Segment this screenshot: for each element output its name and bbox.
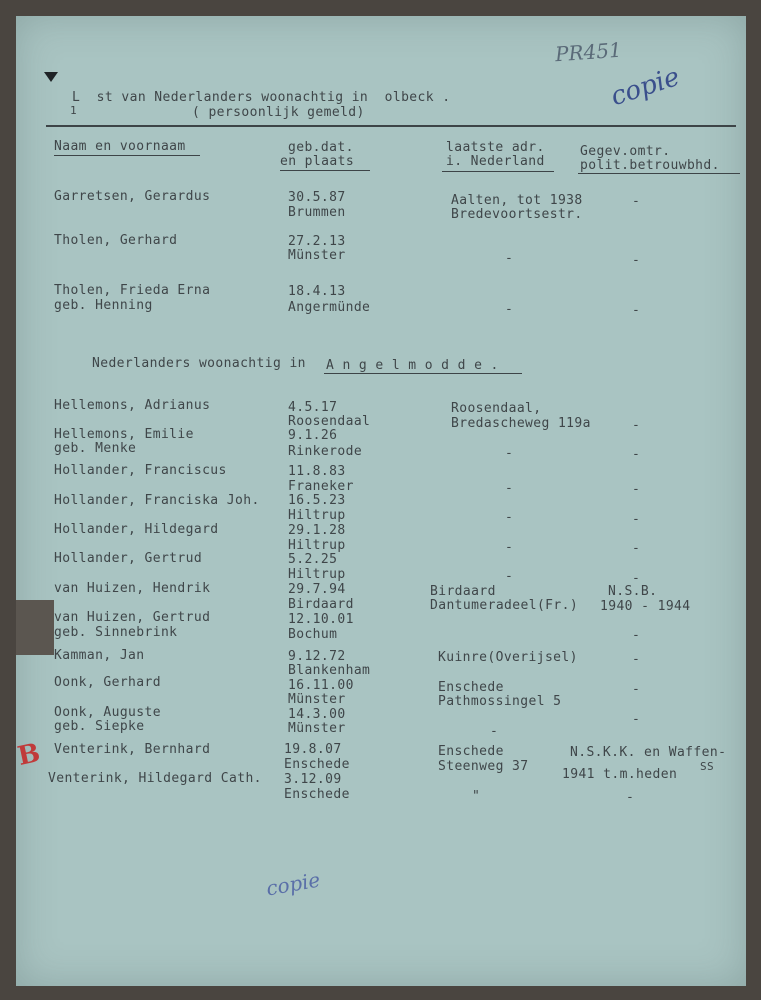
row-name: Hellemons, Emilie	[54, 427, 194, 442]
row-date: 3.12.09	[284, 772, 342, 787]
row-place: Rinkerode	[288, 444, 363, 459]
row-date: 19.8.07	[284, 742, 342, 757]
row-political-2: 1940 - 1944	[600, 599, 691, 614]
row-political-1: N.S.B.	[608, 584, 658, 599]
col-addr-header-2: i. Nederland	[446, 154, 545, 169]
row-address-1: Kuinre(Overijsel)	[438, 650, 578, 665]
row-address-2: Bredascheweg 119a	[451, 416, 591, 431]
row-address-1: -	[505, 540, 514, 555]
row-name: van Huizen, Hendrik	[54, 581, 211, 596]
row-political: -	[632, 418, 641, 433]
row-political: -	[632, 541, 641, 556]
col-addr-underline	[442, 171, 554, 172]
col-birth-header-1: geb.dat.	[288, 140, 354, 155]
row-name: Oonk, Gerhard	[54, 675, 161, 690]
row-political-3: SS	[700, 760, 715, 773]
row-address-1: Aalten, tot 1938	[451, 193, 583, 208]
row-date: 5.2.25	[288, 552, 338, 567]
row-address-1: Birdaard	[430, 584, 496, 599]
row-name: van Huizen, Gertrud	[54, 610, 211, 625]
row-date: 16.5.23	[288, 493, 346, 508]
col-birth-header-2: en plaats	[280, 154, 355, 169]
page-number: 1	[70, 104, 78, 117]
row-name: Venterink, Bernhard	[54, 742, 211, 757]
row-political: -	[626, 790, 635, 805]
col-pol-header-2: polit.betrouwbhd.	[580, 158, 720, 173]
row-political-2: 1941 t.m.heden	[562, 767, 678, 782]
row-place: Roosendaal	[288, 414, 371, 429]
row-place: Brummen	[288, 205, 346, 220]
row-address-1: -	[505, 302, 514, 317]
row-name: Hollander, Franciscus	[54, 463, 227, 478]
document-subtitle: ( persoonlijk gemeld)	[192, 105, 365, 120]
row-political: -	[632, 482, 641, 497]
torn-edge	[16, 600, 54, 655]
row-date: 18.4.13	[288, 284, 346, 299]
copy-mark-bottom: copie	[264, 867, 322, 901]
row-date: 29.1.28	[288, 523, 346, 538]
row-name: Garretsen, Gerardus	[54, 189, 211, 204]
row-name-2: geb. Siepke	[54, 719, 145, 734]
row-address-2: Pathmossingel 5	[438, 694, 562, 709]
row-place: Blankenham	[288, 663, 371, 678]
row-date: 14.3.00	[288, 707, 346, 722]
row-address-1: Enschede	[438, 744, 504, 759]
row-name-2: geb. Sinnebrink	[54, 625, 178, 640]
row-address-1: -	[490, 724, 499, 739]
row-place: Angermünde	[288, 300, 371, 315]
col-name-header: Naam en voornaam	[54, 139, 186, 154]
row-date: 4.5.17	[288, 400, 338, 415]
row-date: 30.5.87	[288, 190, 346, 205]
header-rule	[46, 125, 736, 127]
row-date: 16.11.00	[288, 678, 354, 693]
row-address-1: -	[505, 481, 514, 496]
col-name-underline	[54, 155, 200, 156]
row-political: -	[632, 712, 641, 727]
row-name: Hollander, Franciska Joh.	[54, 493, 260, 508]
red-pencil-mark: B	[15, 738, 43, 772]
col-pol-header-1: Gegev.omtr.	[580, 144, 671, 159]
row-date: 9.1.26	[288, 428, 338, 443]
row-date: 27.2.13	[288, 234, 346, 249]
row-name: Tholen, Frieda Erna	[54, 283, 211, 298]
row-name-2: geb. Henning	[54, 298, 153, 313]
pin-mark	[44, 72, 58, 82]
row-place: Hiltrup	[288, 508, 346, 523]
row-name: Venterink, Hildegard Cath.	[48, 771, 262, 786]
row-place: Birdaard	[288, 597, 354, 612]
document-title: L st van Nederlanders woonachtig in olbeck .	[72, 90, 451, 105]
row-political: -	[632, 194, 641, 209]
row-place: Franeker	[288, 479, 354, 494]
row-date: 11.8.83	[288, 464, 346, 479]
row-address-1: Roosendaal,	[451, 401, 542, 416]
row-address-1: -	[505, 446, 514, 461]
row-political-1: N.S.K.K. en Waffen-	[570, 745, 727, 760]
row-place: Hiltrup	[288, 567, 346, 582]
section2-heading-place: A n g e l m o d d e .	[326, 358, 499, 373]
row-place: Enschede	[284, 787, 350, 802]
row-political: -	[632, 447, 641, 462]
col-birth-underline	[280, 170, 370, 171]
row-place: Münster	[288, 721, 346, 736]
row-political: -	[632, 303, 641, 318]
row-place: Münster	[288, 248, 346, 263]
row-political: -	[632, 571, 641, 586]
section2-heading-underline	[324, 373, 522, 374]
row-address-2: Dantumeradeel(Fr.)	[430, 598, 579, 613]
row-address-1: -	[505, 251, 514, 266]
row-political: -	[632, 512, 641, 527]
row-address-1: "	[472, 789, 481, 804]
archive-reference: PR451	[554, 37, 623, 67]
row-place: Hiltrup	[288, 538, 346, 553]
row-place: Münster	[288, 692, 346, 707]
row-political: -	[632, 682, 641, 697]
row-date: 9.12.72	[288, 649, 346, 664]
row-name: Tholen, Gerhard	[54, 233, 178, 248]
row-date: 12.10.01	[288, 612, 354, 627]
row-address-1: -	[505, 510, 514, 525]
row-political: -	[632, 628, 641, 643]
col-addr-header-1: laatste adr.	[446, 140, 545, 155]
row-date: 29.7.94	[288, 582, 346, 597]
row-name: Hollander, Hildegard	[54, 522, 219, 537]
row-address-2: Steenweg 37	[438, 759, 529, 774]
row-name: Kamman, Jan	[54, 648, 145, 663]
row-name-2: geb. Menke	[54, 441, 137, 456]
row-name: Hollander, Gertrud	[54, 551, 203, 566]
row-place: Enschede	[284, 757, 350, 772]
row-political: -	[632, 253, 641, 268]
col-pol-underline	[578, 173, 740, 174]
row-place: Bochum	[288, 627, 338, 642]
row-political: -	[632, 652, 641, 667]
row-address-1: Enschede	[438, 680, 504, 695]
row-name: Oonk, Auguste	[54, 705, 161, 720]
row-address-1: -	[505, 569, 514, 584]
row-name: Hellemons, Adrianus	[54, 398, 211, 413]
section2-heading: Nederlanders woonachtig in	[92, 356, 306, 371]
copy-mark-top: copie	[607, 61, 684, 113]
row-address-2: Bredevoortsestr.	[451, 207, 583, 222]
